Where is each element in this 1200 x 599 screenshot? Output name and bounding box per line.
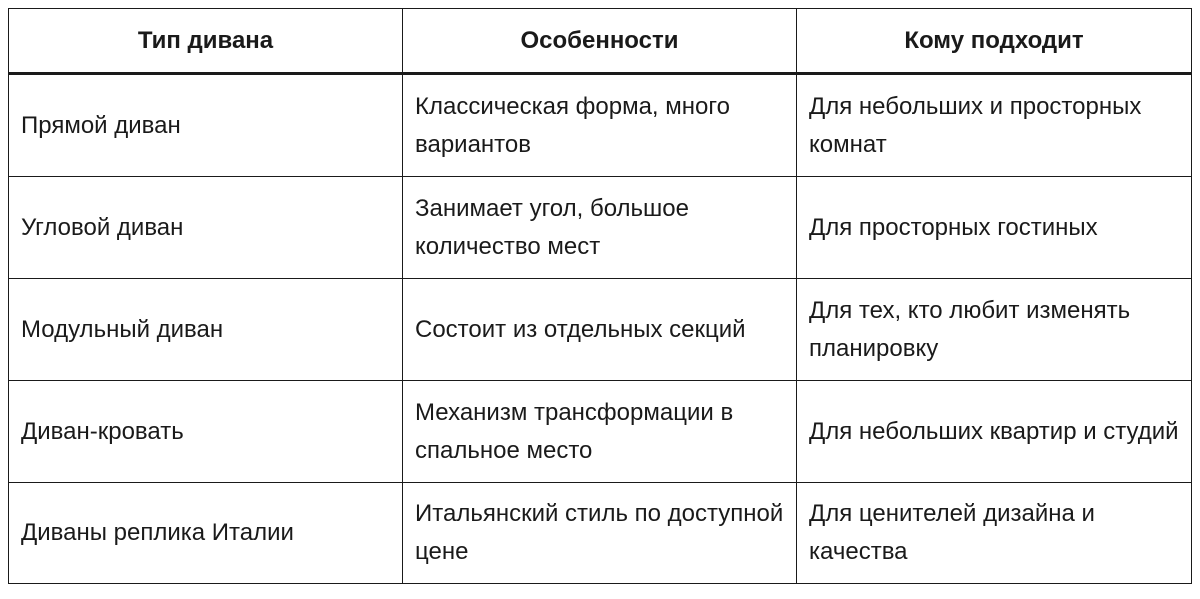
cell-features: Занимает угол, большое количество мест <box>403 177 797 279</box>
table-header <box>9 9 1192 74</box>
table-row <box>9 74 1192 177</box>
header-row <box>9 9 1192 74</box>
cell-suitable-for: Для небольших квартир и студий <box>797 381 1192 483</box>
cell-features: Состоит из отдельных секций <box>403 279 797 381</box>
cell-sofa-type: Угловой диван <box>9 177 403 279</box>
cell-sofa-type: Модульный диван <box>9 279 403 381</box>
header-suitable-for: Кому подходит <box>797 9 1192 74</box>
cell-suitable-for: Для небольших и просторных комнат <box>797 74 1192 177</box>
cell-suitable-for: Для просторных гостиных <box>797 177 1192 279</box>
sofa-comparison-table <box>8 8 1192 584</box>
cell-features: Классическая форма, много вариантов <box>403 74 797 177</box>
table-row <box>9 381 1192 483</box>
table-row <box>9 483 1192 584</box>
cell-sofa-type: Диваны реплика Италии <box>9 483 403 584</box>
cell-features: Механизм трансформации в спальное место <box>403 381 797 483</box>
cell-sofa-type: Диван-кровать <box>9 381 403 483</box>
header-sofa-type: Тип дивана <box>9 9 403 74</box>
table-row <box>9 279 1192 381</box>
header-features: Особенности <box>403 9 797 74</box>
table-row <box>9 177 1192 279</box>
cell-suitable-for: Для тех, кто любит изменять планировку <box>797 279 1192 381</box>
sofa-comparison-table-container <box>8 8 1191 584</box>
cell-sofa-type: Прямой диван <box>9 74 403 177</box>
cell-suitable-for: Для ценителей дизайна и качества <box>797 483 1192 584</box>
cell-features: Итальянский стиль по доступной цене <box>403 483 797 584</box>
table-body <box>9 74 1192 584</box>
